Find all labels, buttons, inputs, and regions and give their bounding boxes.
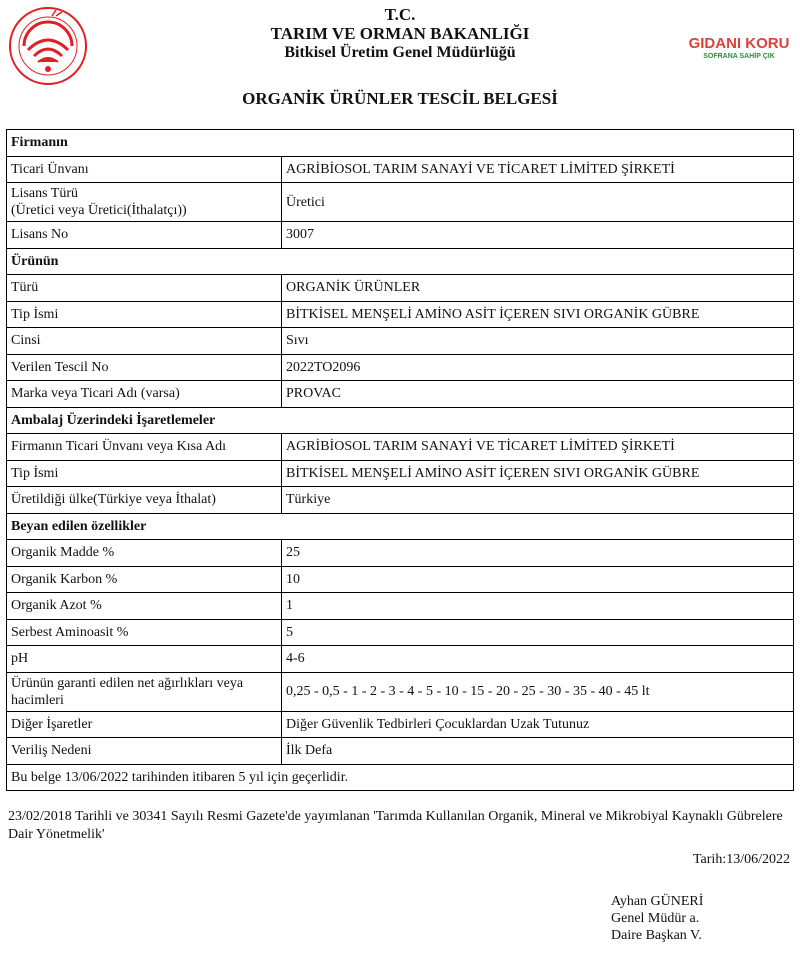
validity-row bbox=[7, 764, 794, 791]
row-label: Serbest Aminoasit % bbox=[7, 619, 282, 646]
table-row bbox=[7, 711, 794, 738]
row-label-line: Lisans Türü bbox=[11, 186, 79, 201]
row-value: AGRİBİOSOL TARIM SANAYİ VE TİCARET LİMİTED ŞİRKETİ bbox=[282, 156, 794, 183]
section-row-packaging bbox=[7, 407, 794, 434]
table-row bbox=[7, 381, 794, 408]
row-label: Üretildiği ülke(Türkiye veya İthalat) bbox=[7, 487, 282, 514]
row-value: İlk Defa bbox=[282, 738, 794, 765]
section-title: Firmanın bbox=[7, 130, 794, 157]
row-label: Organik Karbon % bbox=[7, 566, 282, 593]
row-value: 25 bbox=[282, 540, 794, 567]
row-label: Tip İsmi bbox=[7, 301, 282, 328]
table-row bbox=[7, 275, 794, 302]
section-title: Ambalaj Üzerindeki İşaretlemeler bbox=[7, 407, 794, 434]
row-value: AGRİBİOSOL TARIM SANAYİ VE TİCARET LİMİTED ŞİRKETİ bbox=[282, 434, 794, 461]
row-value: 5 bbox=[282, 619, 794, 646]
signatory-title-1: Genel Müdür a. bbox=[611, 911, 700, 926]
row-value: Diğer Güvenlik Tedbirleri Çocuklardan Uzak Tutunuz bbox=[282, 711, 794, 738]
issue-date: Tarih:13/06/2022 bbox=[692, 852, 790, 867]
row-value: 3007 bbox=[282, 222, 794, 249]
header-line-1: T.C. bbox=[384, 5, 416, 24]
row-label: Firmanın Ticari Ünvanı veya Kısa Adı bbox=[7, 434, 282, 461]
signature-block bbox=[611, 893, 703, 944]
row-value: ORGANİK ÜRÜNLER bbox=[282, 275, 794, 302]
table-row bbox=[7, 354, 794, 381]
registration-table bbox=[6, 129, 794, 791]
row-label: Lisans No bbox=[7, 222, 282, 249]
row-value: PROVAC bbox=[282, 381, 794, 408]
regulation-footnote: 23/02/2018 Tarihli ve 30341 Sayılı Resmi Gazete'de yayımlanan 'Tarımda Kullanılan Organik, Mineral ve Mikrobiyal Kaynaklı Gübrelere Dair Yönetmelik' bbox=[8, 809, 783, 842]
row-label: Organik Madde % bbox=[7, 540, 282, 567]
row-label: Cinsi bbox=[7, 328, 282, 355]
row-label: Ticari Ünvanı bbox=[7, 156, 282, 183]
row-value: BİTKİSEL MENŞELİ AMİNO ASİT İÇEREN SIVI ORGANİK GÜBRE bbox=[282, 460, 794, 487]
row-label: Türü bbox=[7, 275, 282, 302]
header-line-3: Bitkisel Üretim Genel Müdürlüğü bbox=[284, 44, 516, 61]
brand-name: GIDANI KORU bbox=[688, 35, 790, 52]
row-label: Organik Azot % bbox=[7, 593, 282, 620]
table-row bbox=[7, 222, 794, 249]
table-row bbox=[7, 672, 794, 711]
table-row bbox=[7, 540, 794, 567]
table-row bbox=[7, 646, 794, 673]
signatory-name: Ayhan GÜNERİ bbox=[611, 894, 704, 909]
table-row bbox=[7, 460, 794, 487]
table-row bbox=[7, 593, 794, 620]
section-title: Beyan edilen özellikler bbox=[7, 513, 794, 540]
row-value: Türkiye bbox=[282, 487, 794, 514]
row-value: 10 bbox=[282, 566, 794, 593]
row-value: 4-6 bbox=[282, 646, 794, 673]
row-label: pH bbox=[7, 646, 282, 673]
row-label: Ürünün garanti edilen net ağırlıkları veya hacimleri bbox=[7, 672, 282, 711]
row-label: Tip İsmi bbox=[7, 460, 282, 487]
row-label bbox=[7, 183, 282, 222]
row-value: 0,25 - 0,5 - 1 - 2 - 3 - 4 - 5 - 10 - 15 - 20 - 25 - 30 - 35 - 40 - 45 lt bbox=[282, 672, 794, 711]
row-label-line: (Üretici veya Üretici(İthalatçı)) bbox=[11, 203, 187, 218]
row-value: Sıvı bbox=[282, 328, 794, 355]
table-row bbox=[7, 487, 794, 514]
table-row bbox=[7, 301, 794, 328]
section-row-properties bbox=[7, 513, 794, 540]
row-label: Marka veya Ticari Adı (varsa) bbox=[7, 381, 282, 408]
row-value: 2022TO2096 bbox=[282, 354, 794, 381]
brand-tagline: SOFRANA SAHİP ÇIK bbox=[703, 53, 775, 60]
row-value: 1 bbox=[282, 593, 794, 620]
table-row bbox=[7, 328, 794, 355]
row-label: Diğer İşaretler bbox=[7, 711, 282, 738]
row-value: Üretici bbox=[282, 183, 794, 222]
document-title: ORGANİK ÜRÜNLER TESCİL BELGESİ bbox=[242, 89, 558, 108]
signatory-title-2: Daire Başkan V. bbox=[611, 928, 702, 943]
table-row bbox=[7, 619, 794, 646]
table-row bbox=[7, 156, 794, 183]
table-row bbox=[7, 738, 794, 765]
section-title: Ürünün bbox=[7, 248, 794, 275]
header-line-2: TARIM VE ORMAN BAKANLIĞI bbox=[270, 24, 530, 43]
document-header bbox=[0, 6, 800, 62]
table-row bbox=[7, 434, 794, 461]
row-label: Veriliş Nedeni bbox=[7, 738, 282, 765]
table-row bbox=[7, 566, 794, 593]
row-label: Verilen Tescil No bbox=[7, 354, 282, 381]
section-row-firm bbox=[7, 130, 794, 157]
section-row-product bbox=[7, 248, 794, 275]
validity-text: Bu belge 13/06/2022 tarihinden itibaren 5 yıl için geçerlidir. bbox=[7, 764, 794, 791]
table-row bbox=[7, 183, 794, 222]
row-value: BİTKİSEL MENŞELİ AMİNO ASİT İÇEREN SIVI ORGANİK GÜBRE bbox=[282, 301, 794, 328]
